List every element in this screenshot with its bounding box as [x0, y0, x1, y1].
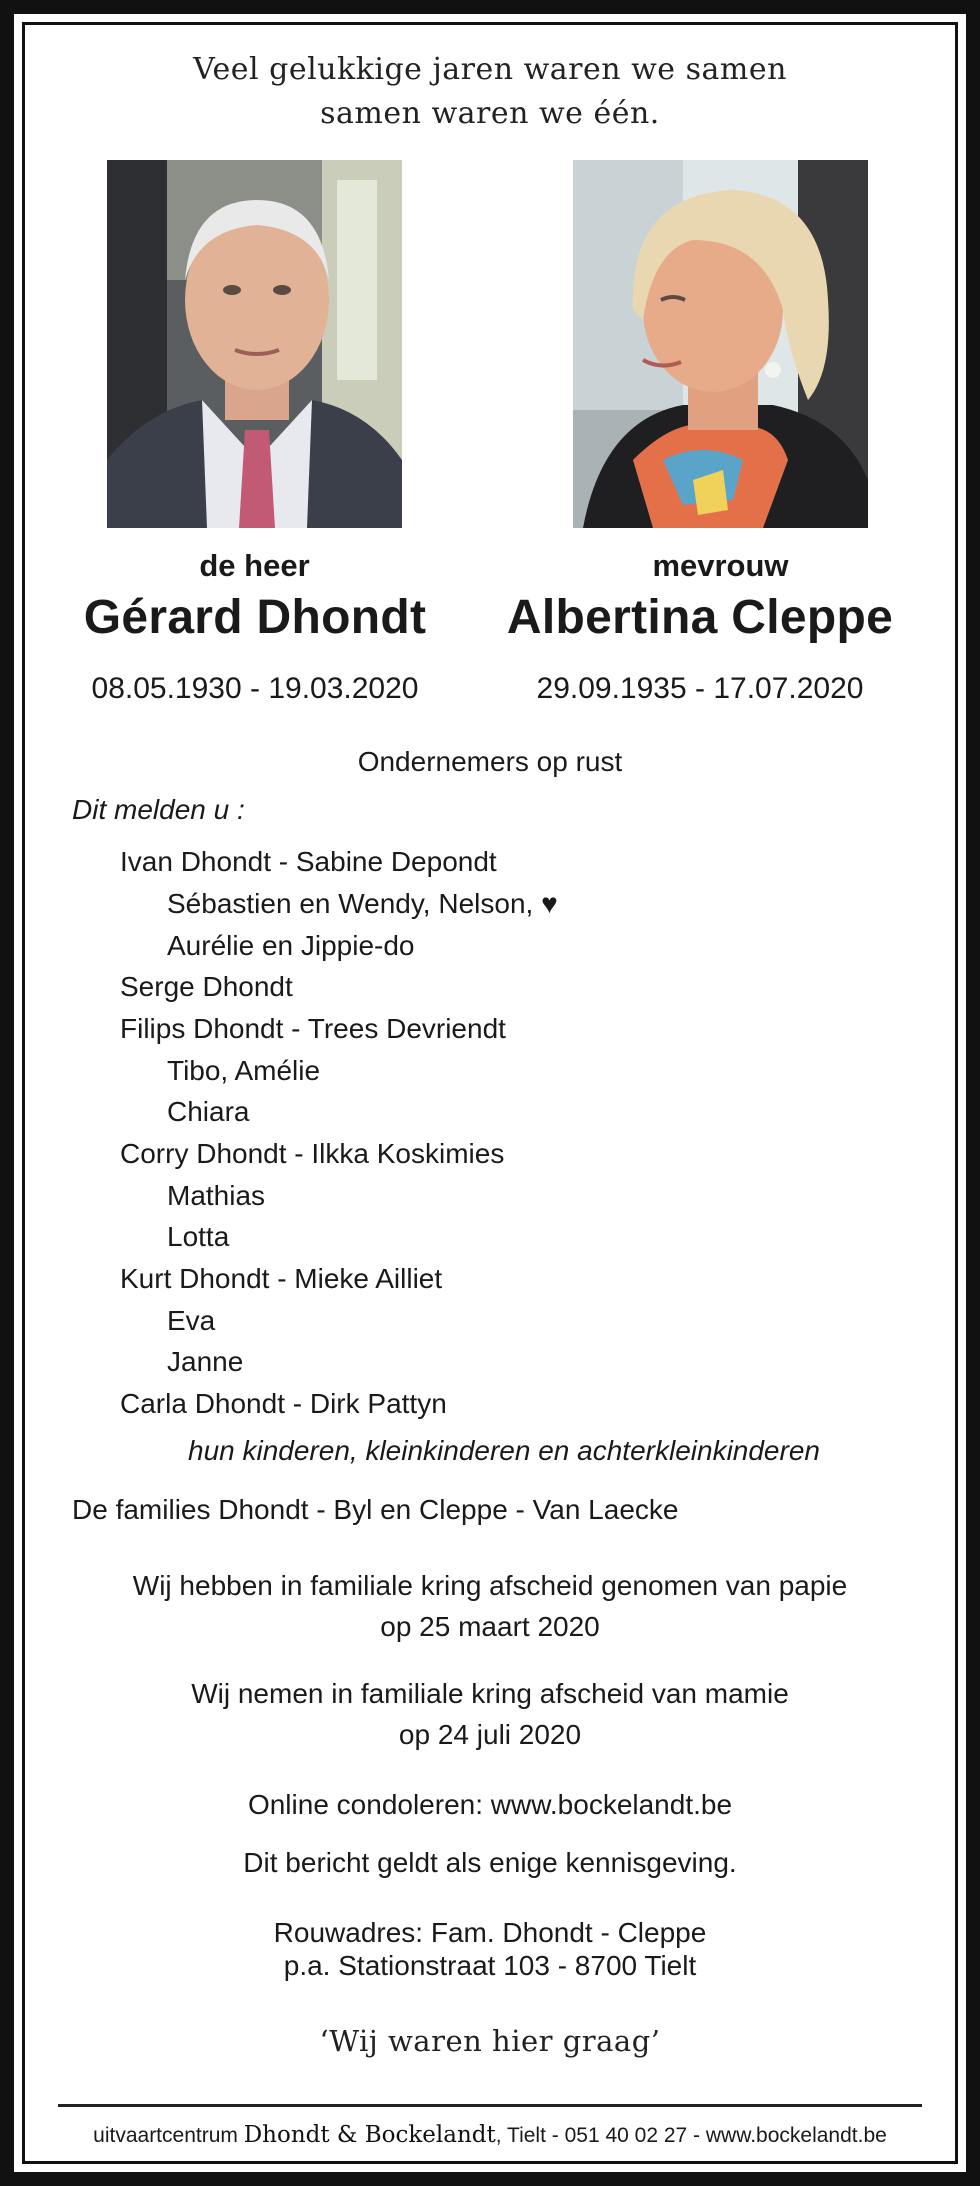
motto-line-1: Veel gelukkige jaren waren we samen — [193, 52, 787, 87]
closing-quote: ‘Wij waren hier graag’ — [319, 2024, 661, 2058]
honorific-albertina: mevrouw — [652, 548, 789, 583]
family-row: Eva — [167, 1305, 216, 1336]
dates-gerard: 08.05.1930 - 19.03.2020 — [91, 672, 419, 705]
honorific-gerard: de heer — [199, 548, 310, 583]
address-line-1: Rouwadres: Fam. Dhondt - Cleppe — [273, 1917, 707, 1948]
family-row: Kurt Dhondt - Mieke Ailliet — [120, 1263, 443, 1294]
notice: Dit bericht geldt als enige kennisgeving. — [243, 1847, 737, 1878]
family-row: Filips Dhondt - Trees Devriendt — [120, 1013, 506, 1044]
family-row: Serge Dhondt — [120, 971, 293, 1002]
farewell-papie-line-2: op 25 maart 2020 — [380, 1611, 600, 1642]
photo-gerard — [107, 160, 402, 528]
occupation: Ondernemers op rust — [357, 746, 623, 777]
footer — [0, 2122, 980, 2148]
family-row: Janne — [167, 1346, 244, 1377]
family-row — [167, 888, 558, 920]
portrait-man-image — [107, 160, 402, 528]
families: De families Dhondt - Byl en Cleppe - Van Laecke — [72, 1494, 679, 1525]
photo-albertina — [573, 160, 868, 528]
motto-line-2: samen waren we één. — [320, 96, 660, 131]
name-albertina: Albertina Cleppe — [506, 591, 894, 644]
dates-albertina: 29.09.1935 - 17.07.2020 — [536, 672, 864, 705]
portrait-woman-image — [573, 160, 868, 528]
family-row: Corry Dhondt - Ilkka Koskimies — [120, 1138, 505, 1169]
footer-contact: , Tielt - 051 40 02 27 - www.bockelandt.be — [495, 2124, 887, 2147]
family-row: Ivan Dhondt - Sabine Depondt — [120, 846, 497, 877]
announcement: Dit melden u : — [72, 794, 245, 825]
family-row: Chiara — [167, 1096, 250, 1127]
descendants: hun kinderen, kleinkinderen en achterkleinkinderen — [188, 1435, 820, 1466]
farewell-mamie-line-2: op 24 juli 2020 — [398, 1719, 582, 1750]
address-line-2: p.a. Stationstraat 103 - 8700 Tielt — [283, 1950, 697, 1981]
farewell-mamie-line-1: Wij nemen in familiale kring afscheid van mamie — [191, 1678, 789, 1709]
family-row: Mathias — [167, 1180, 266, 1211]
footer-divider — [58, 2104, 922, 2107]
footer-brand: Dhondt & Bockelandt — [243, 2122, 496, 2148]
name-gerard: Gérard Dhondt — [83, 591, 427, 644]
family-row: Aurélie en Jippie-do — [167, 930, 415, 961]
family-row: Lotta — [167, 1221, 230, 1252]
footer-prefix: uitvaartcentrum — [93, 2124, 238, 2147]
family-row-text: Sébastien en Wendy, Nelson, — [167, 888, 534, 919]
online-condolences: Online condoleren: www.bockelandt.be — [247, 1789, 733, 1820]
family-row: Tibo, Amélie — [167, 1055, 321, 1086]
farewell-papie-line-1: Wij hebben in familiale kring afscheid genomen van papie — [132, 1570, 848, 1601]
family-row: Carla Dhondt - Dirk Pattyn — [120, 1388, 447, 1419]
heart-icon: ♥ — [541, 888, 558, 919]
